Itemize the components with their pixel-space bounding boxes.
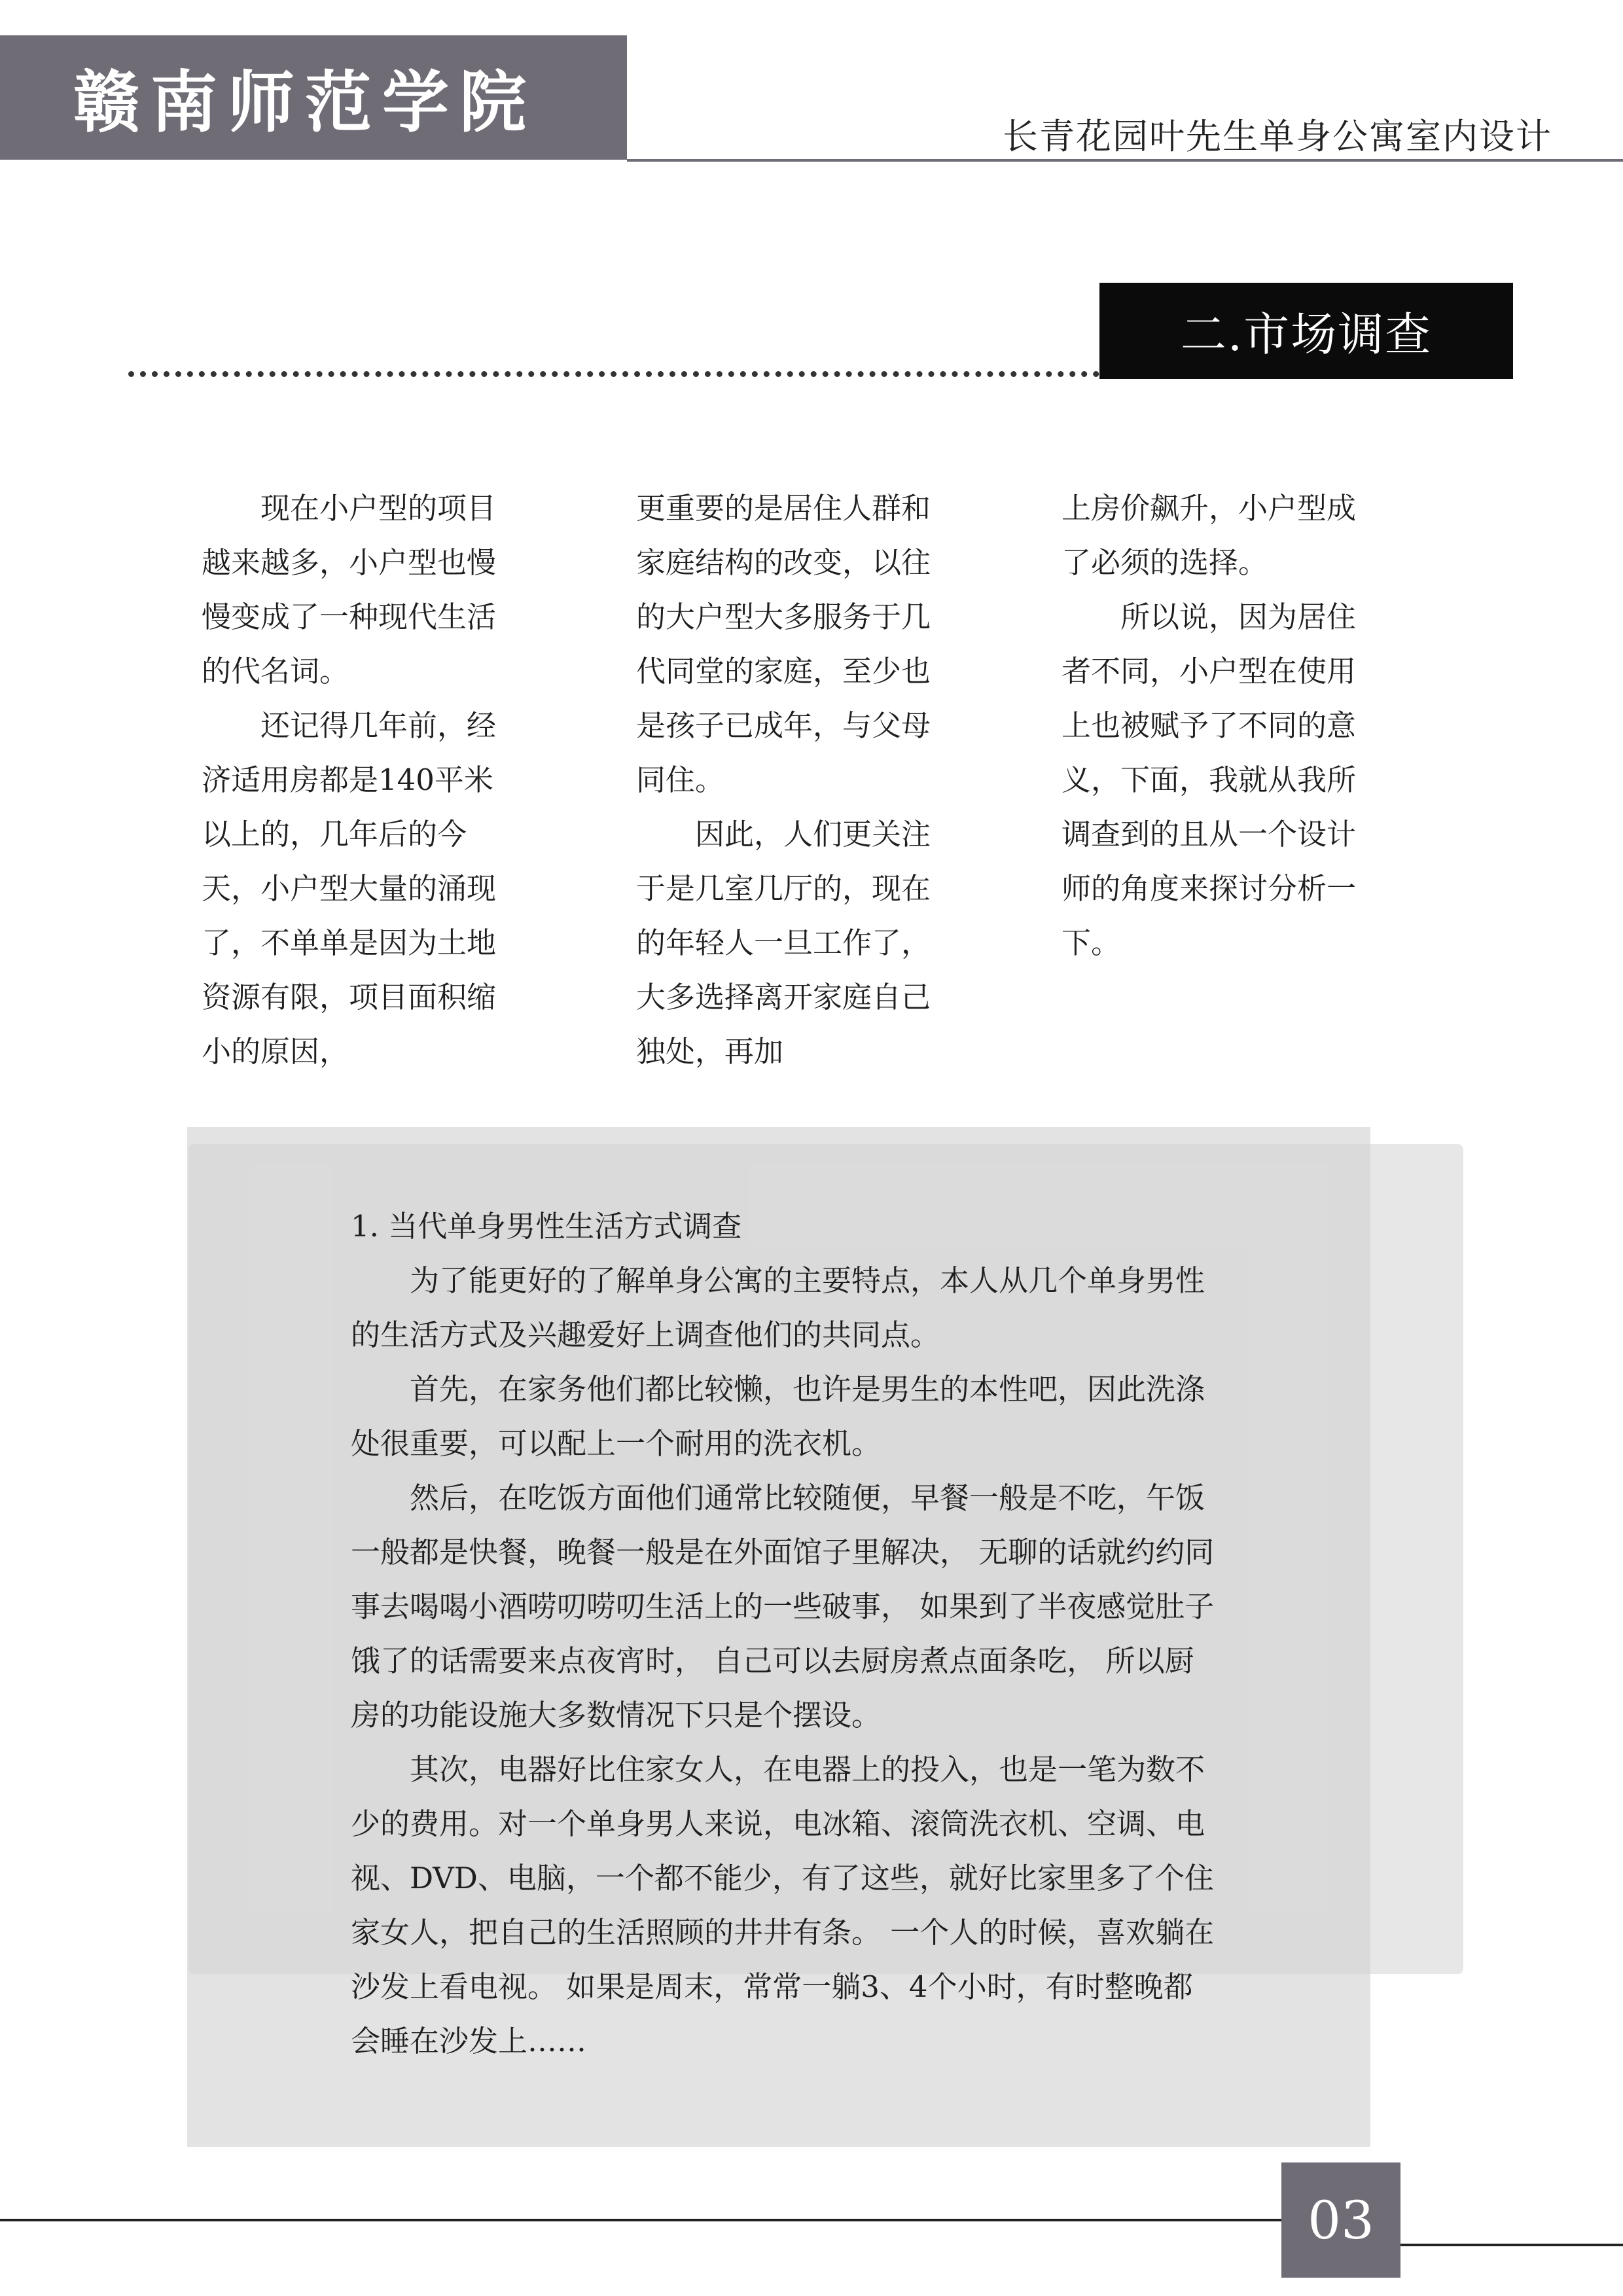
survey-paragraph: 然后，在吃饭方面他们通常比较随便，早餐一般是不吃，午饭一般都是快餐，晚餐一般是在外面馆子里解决， 无聊的话就约约同事去喝喝小酒唠叨唠叨生活上的一些破事， 如果到了半夜感觉肚子饿了的话需要来点夜宵时， 自己可以去厨房煮点面条吃， 所以厨房的功能设施大多数情况下只是个摆设。 xyxy=(351,1480,1215,1732)
intro-column-1 xyxy=(202,481,516,1079)
school-logo-banner xyxy=(0,35,627,160)
intro-paragraph: 还记得几年前，经济适用房都是140平米以上的，几年后的今天，小户型大量的涌现了，不单单是因为土地资源有限，项目面积缩小的原因， xyxy=(202,708,497,1069)
intro-paragraph: 因此，人们更关注于是几室几厅的，现在的年轻人一旦工作了，大多选择离开家庭自己独处，再加 xyxy=(636,817,931,1069)
survey-paragraph: 首先，在家务他们都比较懒，也许是男生的本性吧，因此洗涤处很重要，可以配上一个耐用的洗衣机。 xyxy=(351,1372,1205,1461)
survey-section xyxy=(351,1199,1221,2068)
intro-paragraph: 上房价飙升，小户型成了必须的选择。 xyxy=(1061,491,1357,580)
section-title: 二.市场调查 xyxy=(1099,283,1513,379)
survey-paragraph: 为了能更好的了解单身公寓的主要特点，本人从几个单身男性的生活方式及兴趣爱好上调查他们的共同点。 xyxy=(351,1263,1205,1352)
survey-paragraph: 其次，电器好比住家女人，在电器上的投入，也是一笔为数不少的费用。对一个单身男人来说，电冰箱、滚筒洗衣机、空调、电视、DVD、电脑，一个都不能少，有了这些，就好比家里多了个住家女人，把自己的生活照顾的井井有条。 一个人的时候，喜欢躺在沙发上看电视。 如果是周末，常常一躺3、4个小时，有时整晚都会睡在沙发上…… xyxy=(351,1752,1215,2058)
page-number: 03 xyxy=(1281,2162,1400,2278)
survey-heading: 1. 当代单身男性生活方式调查 xyxy=(351,1209,742,1244)
intro-paragraph: 所以说，因为居住者不同，小户型在使用上也被赋予了不同的意义，下面，我就从我所调查到的且从一个设计师的角度来探讨分析一下。 xyxy=(1061,600,1357,960)
intro-paragraph: 更重要的是居住人群和家庭结构的改变，以往的大户型大多服务于几代同堂的家庭，至少也是孩子已成年，与父母同住。 xyxy=(636,491,931,797)
intro-paragraph: 现在小户型的项目越来越多，小户型也慢慢变成了一种现代生活的代名词。 xyxy=(202,491,497,689)
intro-column-3 xyxy=(1061,481,1376,970)
footer-rule xyxy=(0,2219,1283,2221)
school-name: 赣南师范学院 xyxy=(73,64,537,142)
header-rule xyxy=(627,159,1623,162)
intro-column-2 xyxy=(636,481,950,1079)
document-title: 长青花园叶先生单身公寓室内设计 xyxy=(1003,116,1552,157)
footer-rule xyxy=(1400,2244,1623,2246)
dotted-divider xyxy=(128,371,1099,377)
